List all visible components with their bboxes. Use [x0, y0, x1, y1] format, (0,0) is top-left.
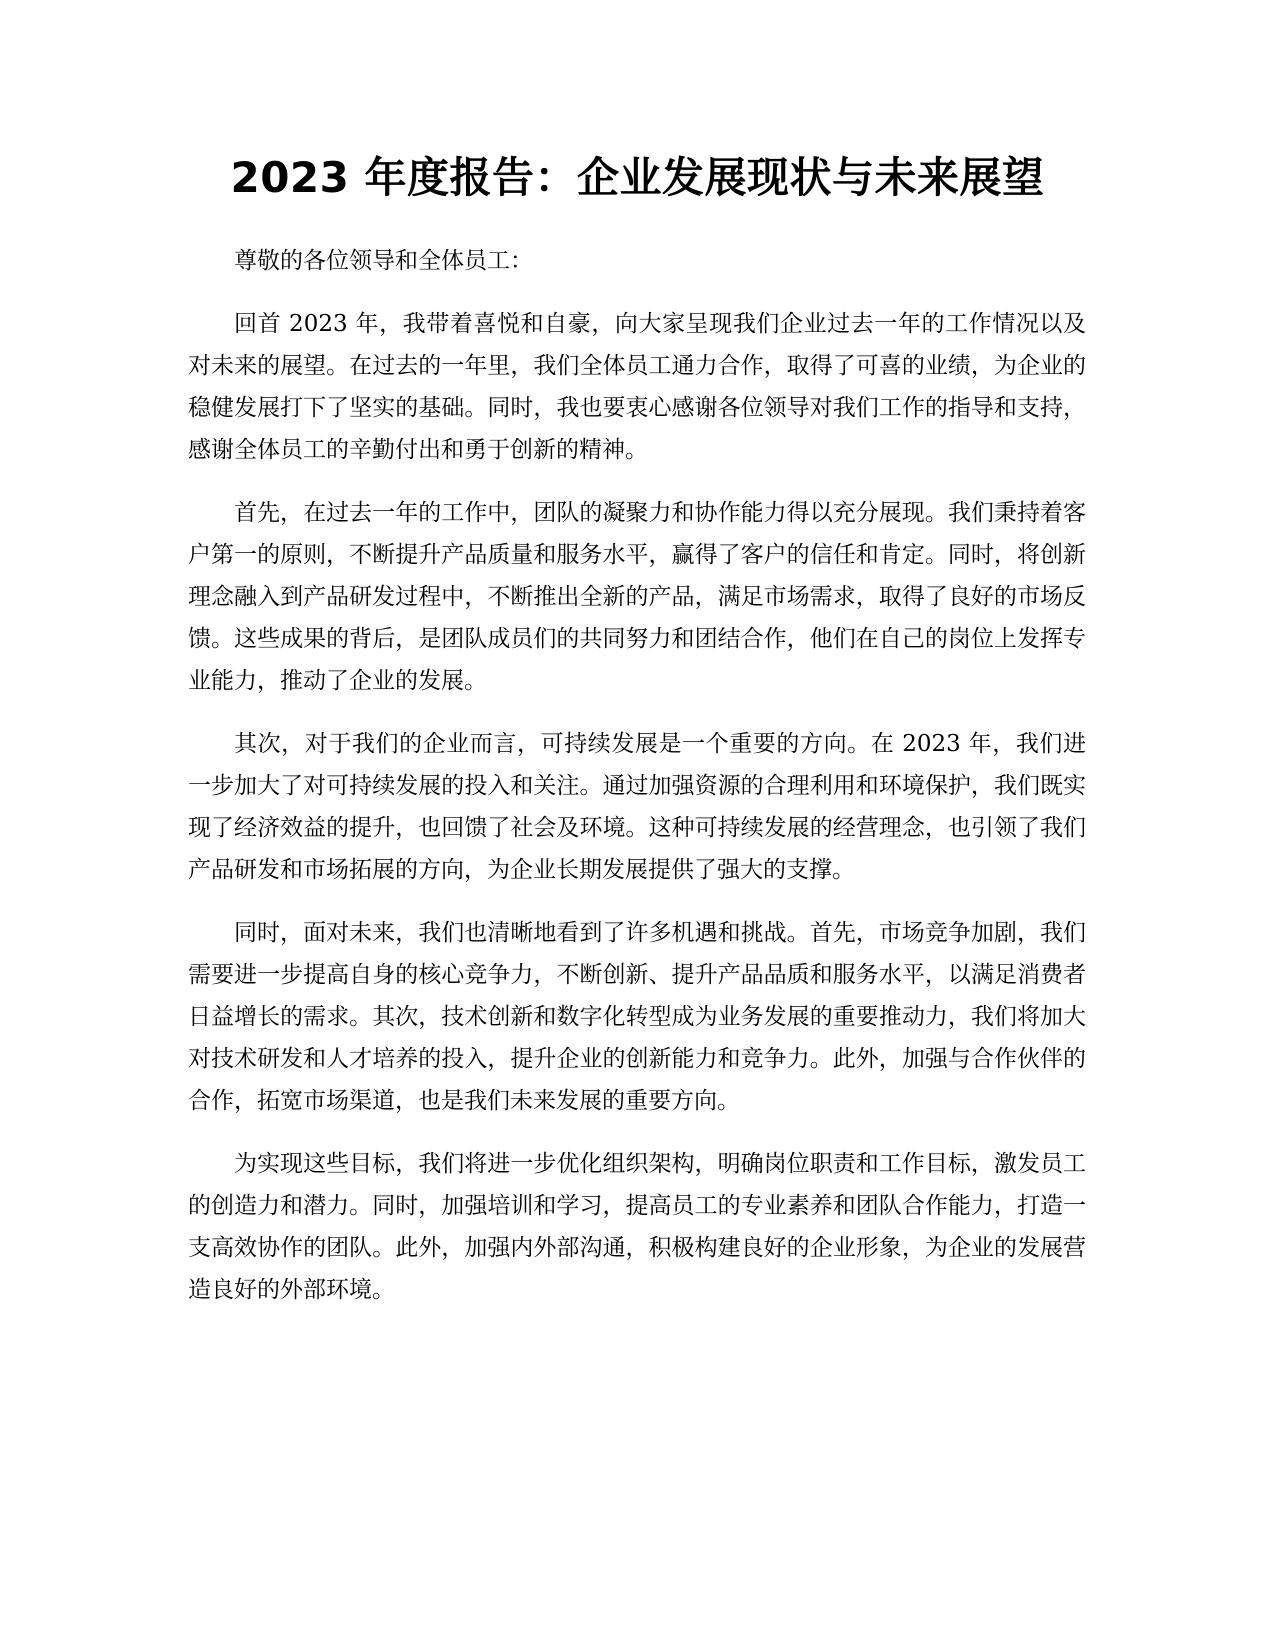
- document-body: [188, 240, 1086, 1332]
- paragraph-opportunities: 同时，面对未来，我们也清晰地看到了许多机遇和挑战。首先，市场竞争加剧，我们需要进一步提高自身的核心竞争力，不断创新、提升产品品质和服务水平，以满足消费者日益增长的需求。其次，技术创新和数字化转型成为业务发展的重要推动力，我们将加大对技术研发和人才培养的投入，提升企业的创新能力和竞争力。此外，加强与合作伙伴的合作，拓宽市场渠道，也是我们未来发展的重要方向。: [188, 920, 1086, 1114]
- paragraph-goals: 为实现这些目标，我们将进一步优化组织架构，明确岗位职责和工作目标，激发员工的创造力和潜力。同时，加强培训和学习，提高员工的专业素养和团队合作能力，打造一支高效协作的团队。此外，加强内外部沟通，积极构建良好的企业形象，为企业的发展营造良好的外部环境。: [188, 1151, 1086, 1303]
- paragraph-sustainability: 其次，对于我们的企业而言，可持续发展是一个重要的方向。在 2023 年，我们进一步加大了对可持续发展的投入和关注。通过加强资源的合理利用和环境保护，我们既实现了经济效益的提升，也回馈了社会及环境。这种可持续发展的经营理念，也引领了我们产品研发和市场拓展的方向，为企业长期发展提供了强大的支撑。: [188, 731, 1086, 883]
- document-title: 2023 年度报告：企业发展现状与未来展望: [230, 153, 1045, 202]
- paragraph-review: 回首 2023 年，我带着喜悦和自豪，向大家呈现我们企业过去一年的工作情况以及对未来的展望。在过去的一年里，我们全体员工通力合作，取得了可喜的业绩，为企业的稳健发展打下了坚实的基础。同时，我也要衷心感谢各位领导对我们工作的指导和支持，感谢全体员工的辛勤付出和勇于创新的精神。: [188, 311, 1086, 463]
- salutation: 尊敬的各位领导和全体员工：: [234, 248, 533, 274]
- paragraph-teamwork: 首先，在过去一年的工作中，团队的凝聚力和协作能力得以充分展现。我们秉持着客户第一的原则，不断提升产品质量和服务水平，赢得了客户的信任和肯定。同时，将创新理念融入到产品研发过程中，不断推出全新的产品，满足市场需求，取得了良好的市场反馈。这些成果的背后，是团队成员们的共同努力和团结合作，他们在自己的岗位上发挥专业能力，推动了企业的发展。: [188, 500, 1086, 694]
